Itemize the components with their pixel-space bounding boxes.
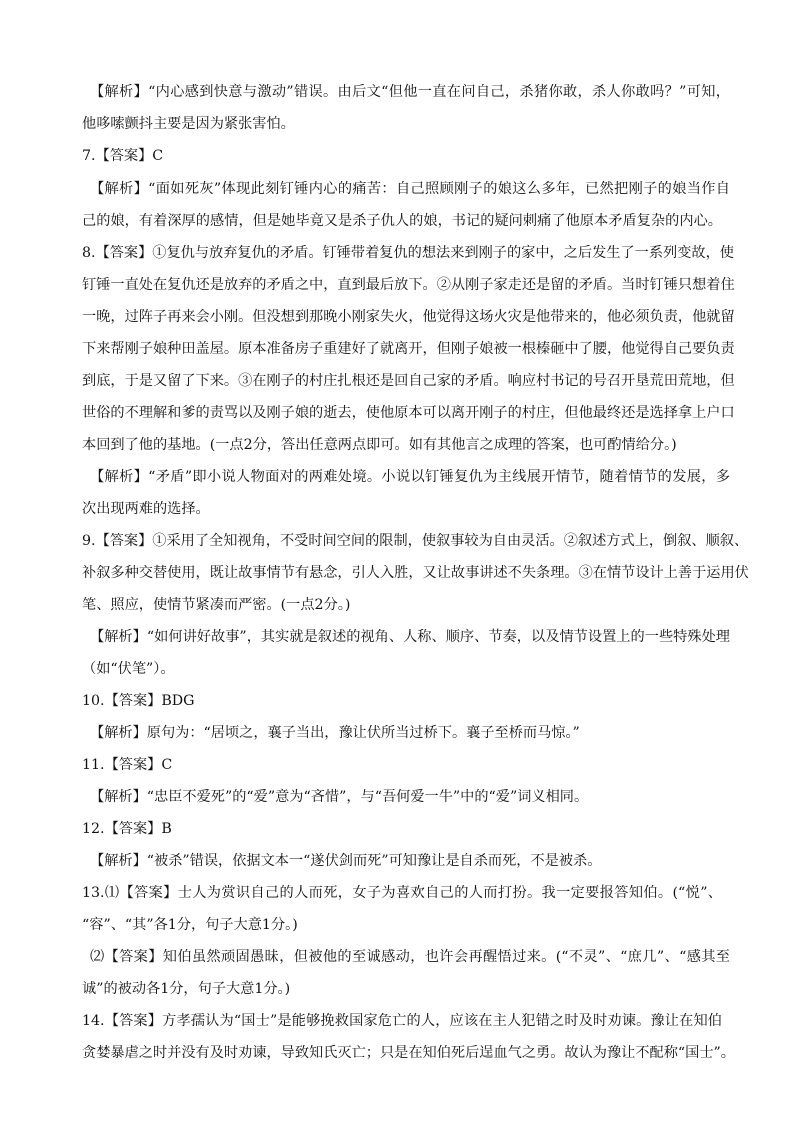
text-line: 一晚，过阵子再来会小刚。但没想到那晚小刚家失火，他觉得这场火灾是他带来的，他必须负责，他就留 bbox=[82, 309, 735, 325]
answer-heading-13: 13.⑴【答案】士人为赏识自己的人而死，女子为喜欢自己的人而打扮。我一定要报答知伯。(“悦”、 bbox=[82, 885, 722, 901]
text-line: 补叙多种交替使用，既让故事情节有悬念，引人入胜，又让故事讲述不失条理。③在情节设计上善于运用伏 bbox=[82, 565, 749, 581]
answer-heading-11: 11.【答案】C bbox=[82, 757, 173, 773]
answer-heading-12: 12.【答案】B bbox=[82, 821, 172, 837]
text-line: 下来帮刚子娘种田盖屋。原本准备房子重建好了就离开，但刚子娘被一根榛砸中了腰，他觉得自己要负责 bbox=[82, 341, 735, 357]
answer-heading-10: 10.【答案】BDG bbox=[82, 693, 195, 709]
text-line: 他哆嗦颤抖主要是因为紧张害怕。 bbox=[82, 116, 295, 132]
text-line: 次出现两难的选择。 bbox=[82, 501, 210, 517]
text-line: 【解析】原句为：“居顷之，襄子当出，豫让伏所当过桥下。襄子至桥而马惊。” bbox=[90, 725, 580, 741]
text-line: 【解析】“如何讲好故事”，其实就是叙述的视角、人称、顺序、节奏，以及情节设置上的一些特殊处理 bbox=[90, 629, 730, 645]
answer-heading-7: 7.【答案】C bbox=[82, 148, 164, 164]
text-line: 己的娘，有着深厚的感情，但是她毕竟又是杀子仇人的娘，书记的疑问刺痛了他原本矛盾复杂的内心。 bbox=[82, 213, 722, 229]
text-line: 【解析】“内心感到快意与激动”错误。由后文“但他一直在问自己，杀猪你敢，杀人你敢吗？”可知， bbox=[90, 84, 730, 100]
answer-heading-9: 9.【答案】①采用了全知视角，不受时间空间的限制，使叙事较为自由灵活。②叙述方式上，倒叙、顺叙、 bbox=[82, 533, 749, 549]
text-line: 笔、照应，使情节紧凑而严密。(一点2分。) bbox=[82, 597, 351, 613]
text-line: 【解析】“被杀”错误，依据文本一“遂伏剑而死”可知豫让是自杀而死，不是被杀。 bbox=[90, 853, 602, 869]
text-line: 钉锤一直处在复仇还是放弃的矛盾之中，直到最后放下。②从刚子家走还是留的矛盾。当时钉锤只想着住 bbox=[82, 277, 735, 293]
text-line: 【解析】“矛盾”即小说人物面对的两难处境。小说以钉锤复仇为主线展开情节，随着情节的发展，多 bbox=[90, 469, 730, 485]
answer-heading-8: 8.【答案】①复仇与放弃复仇的矛盾。钉锤带着复仇的想法来到刚子的家中，之后发生了一系列变故，使 bbox=[82, 245, 734, 261]
text-line: 本回到了他的基地。(一点2分，答出任意两点即可。如有其他言之成理的答案，也可酌情给分。) bbox=[82, 437, 677, 453]
text-line: ⑵【答案】知伯虽然顽固愚昧，但被他的至诚感动，也许会再醒悟过来。(“不灵”、“庶几”、“感其至 bbox=[90, 949, 730, 965]
text-line: 诚”的被动各1分，句子大意1分。) bbox=[82, 981, 291, 997]
text-line: 【解析】“面如死灰”体现此刻钉锤内心的痛苦：自己照顾刚子的娘这么多年，已然把刚子的娘当作自 bbox=[90, 181, 730, 197]
text-line: （如“伏笔”）。 bbox=[82, 661, 175, 677]
text-line: 贪婪暴虐之时并没有及时劝谏，导致知氏灭亡；只是在知伯死后逞血气之勇。故认为豫让不配称“国士”。 bbox=[82, 1045, 735, 1061]
text-line: 世俗的不理解和爹的责骂以及刚子娘的逝去，使他原本可以离开刚子的村庄，但他最终还是选择拿上户口 bbox=[82, 405, 735, 421]
text-line: 到底，于是又留了下来。③在刚子的村庄扎根还是回自己家的矛盾。响应村书记的号召开垦荒田荒地，但 bbox=[82, 373, 735, 389]
text-line: 【解析】“忠臣不爱死”的“爱”意为“吝惜”，与“吾何爱一牛”中的“爱”词义相同。 bbox=[90, 789, 589, 805]
answer-heading-14: 14.【答案】方孝孺认为“国士”是能够挽救国家危亡的人，应该在主人犯错之时及时劝谏。豫让在知伯 bbox=[82, 1013, 722, 1029]
text-line: “容”、“其”各1分，句子大意1分。) bbox=[82, 917, 298, 933]
